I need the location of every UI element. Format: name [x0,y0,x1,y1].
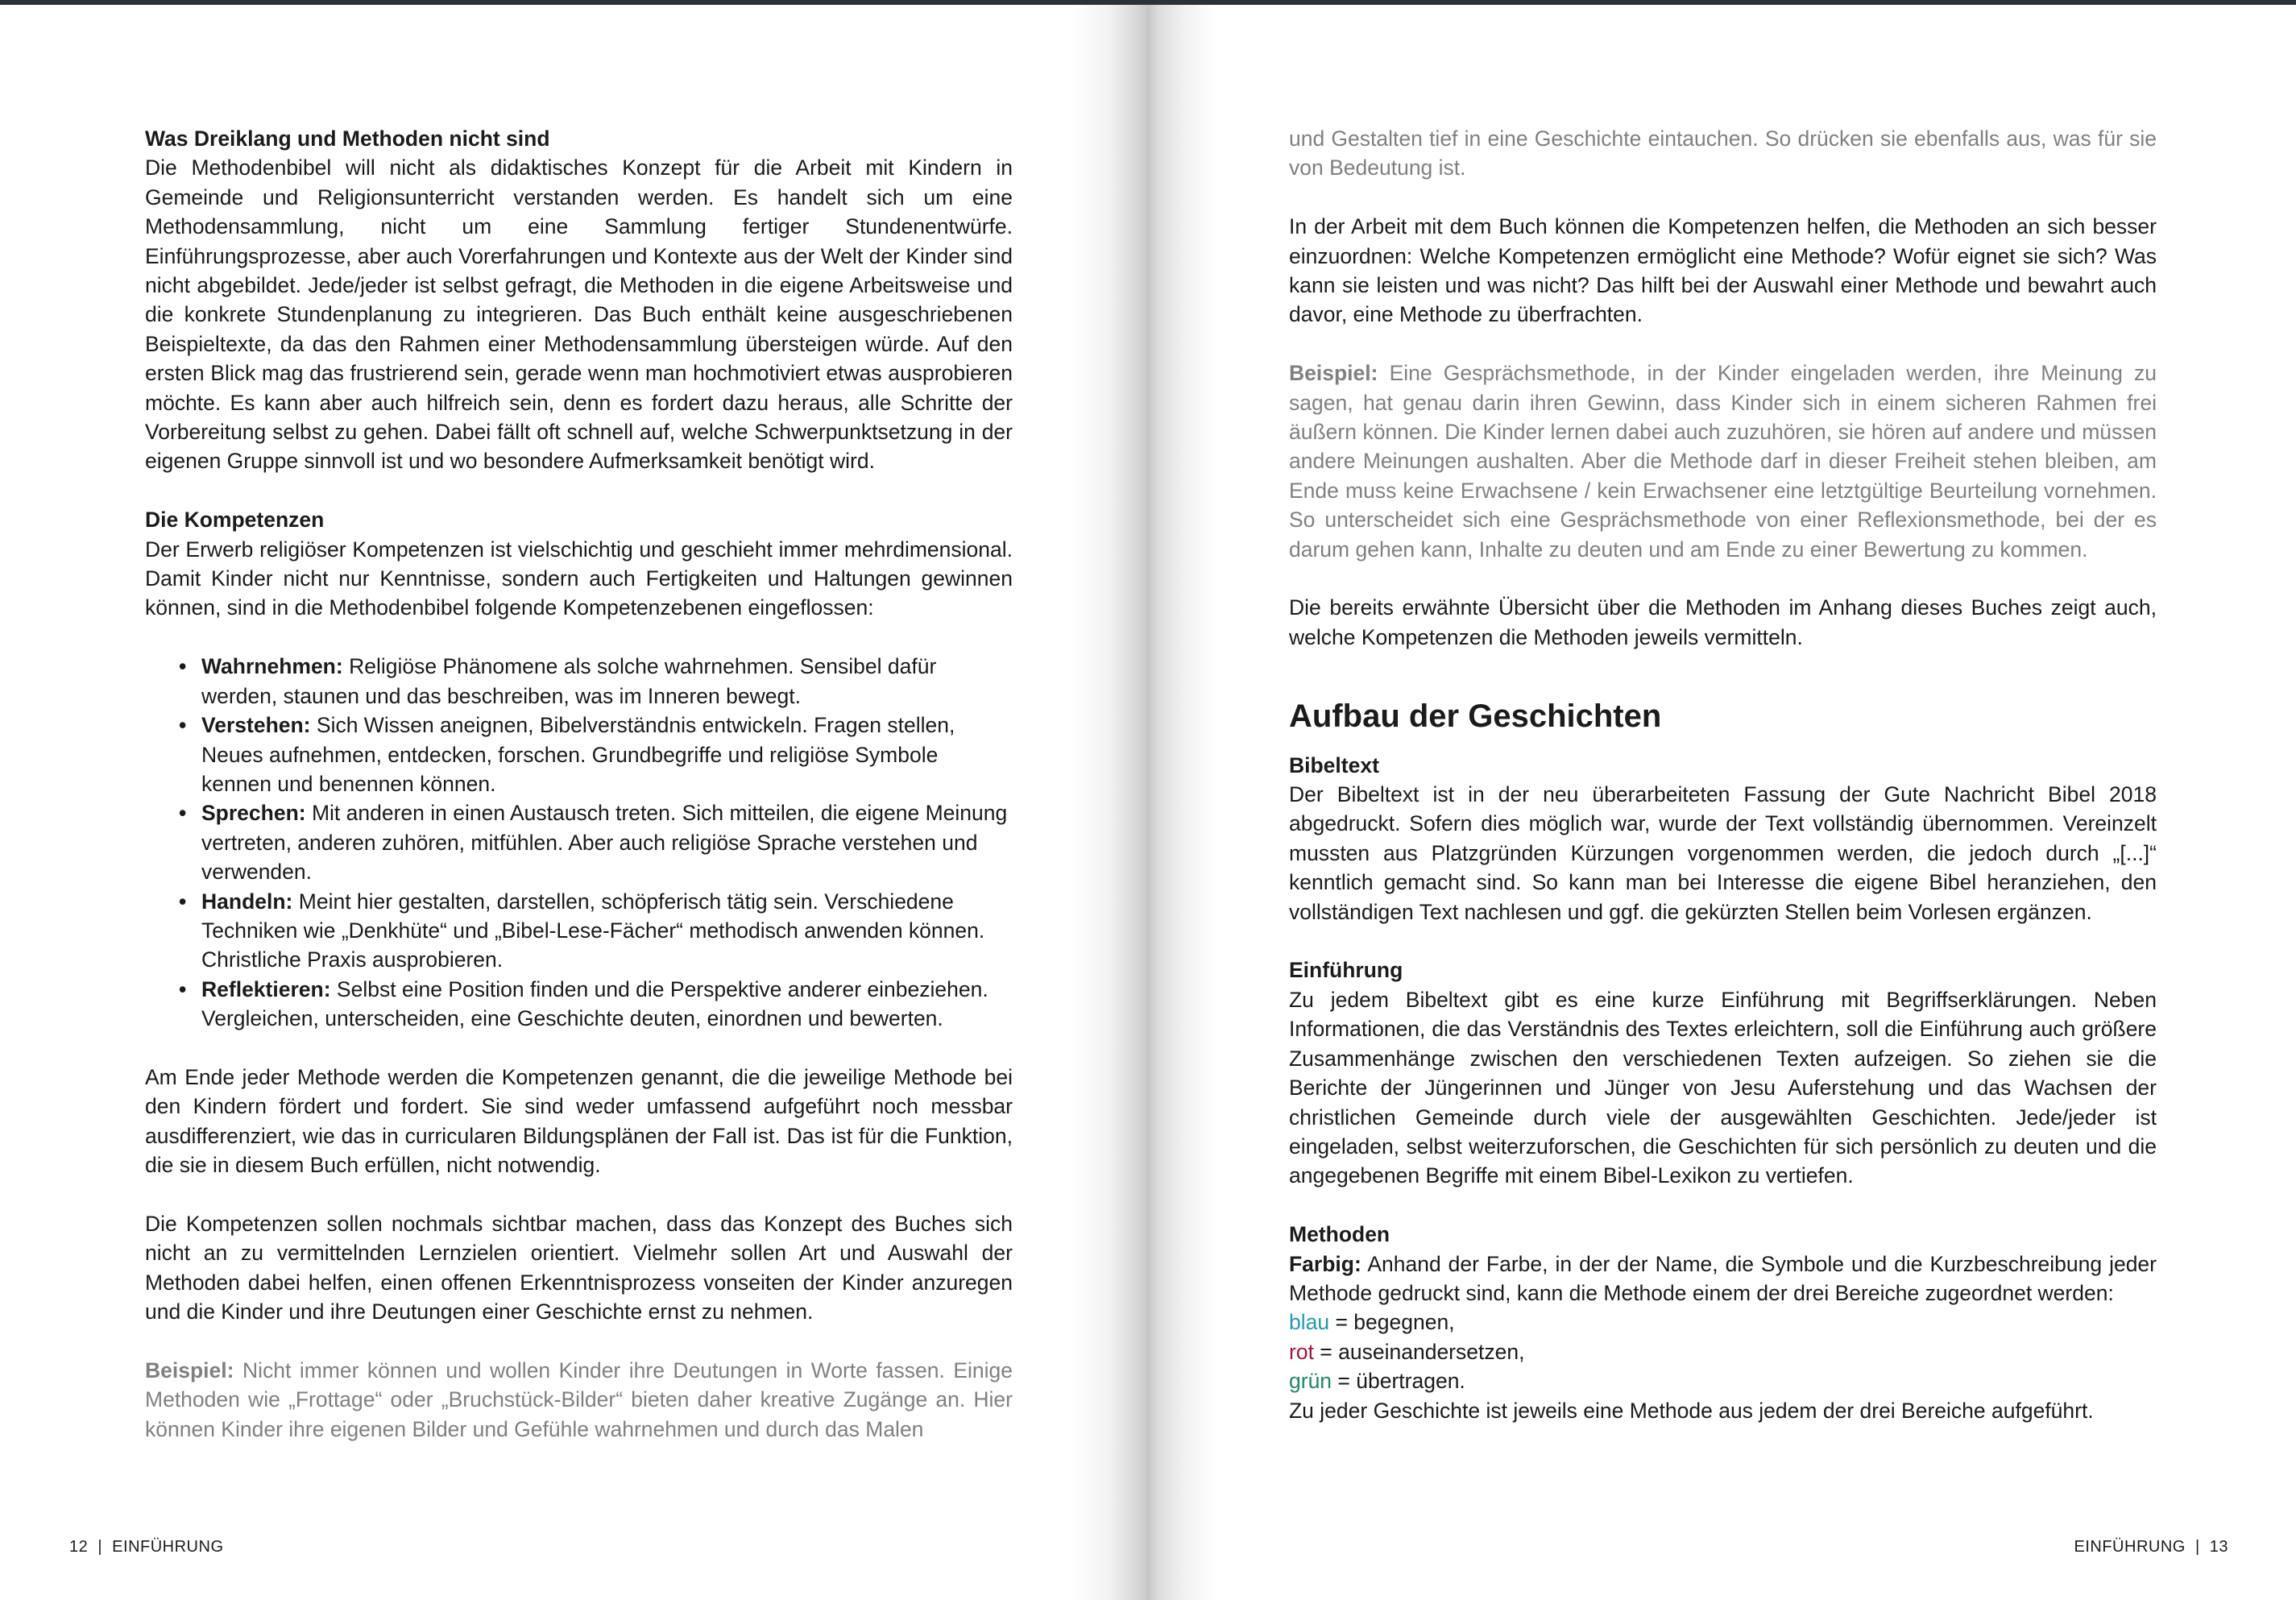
color-line-gruen: grün = übertragen. [1289,1369,1465,1394]
example-gespraechsmethode: Beispiel: Eine Gesprächsmethode, in der Kinder eingeladen werden, ihre Meinung zu sagen, hat genau darin ihren Gewinn, dass Kinder sich in einem sicheren Rahmen frei äußern können. Die Kinder lernen dabei auch zuzuhören, sie hören auf andere und müssen andere Meinungen aushalten. Aber die Methode darf in dieser Freiheit stehen bleiben, am Ende muss keine Erwachsene / kein Erwachsener eine letztgültige Beurteilung vornehmen. So unterscheidet sich eine Gesprächsmethode von einer Reflexionsmethode, bei der es darum gehen kann, Inhalte zu deuten und am Ende zu einer Bewertung zu kommen. [1289,361,2157,562]
paragraph-einordnen: In der Arbeit mit dem Buch können die Kompetenzen helfen, die Methoden an sich besser einzuordnen: Welche Kompetenzen ermöglicht eine Methode? Wofür eignet sie sich? Was kann sie leisten und was nicht? Das hilft bei der Auswahl einer Methode und bewahrt auch davor, eine Methode zu überfrachten. [1289,214,2157,327]
list-item-wahrnehmen: • Wahrnehmen: Religiöse Phänomene als solche wahrnehmen. Sensibel dafür werden, staunen und das beschreiben, was im Inneren bewegt. [201,652,1013,711]
color-line-blau: blau = begegnen, [1289,1310,1455,1335]
example-continuation: und Gestalten tief in eine Geschichte eintauchen. So drücken sie ebenfalls aus, was für sie von Bedeutung ist. [1289,126,2157,180]
paragraph-kompetenzen-sichtbar: Die Kompetenzen sollen nochmals sichtbar machen, dass das Konzept des Buches sich nicht an zu vermittelnden Lernzielen orientiert. Vielmehr sollen Art und Auswahl der Methoden dabei helfen, einen offenen Erkenntnisprozess vonseiten der Kinder anzuregen und die Kinder und ihre Deutungen einer Geschichte ernst zu nehmen. [145,1211,1013,1324]
page-folio-left: 12 | EINFÜHRUNG [69,1538,224,1556]
right-text-column [1289,124,2157,1425]
bullet-icon: • [179,889,187,914]
book-spread [0,5,2296,1600]
paragraph-closing: Zu jeder Geschichte ist jeweils eine Methode aus jedem der drei Bereiche aufgeführt. [1289,1398,2094,1423]
left-page [0,5,1147,1600]
list-item-verstehen: • Verstehen: Sich Wissen aneignen, Bibelverständnis entwickeln. Fragen stellen, Neues aufnehmen, entdecken, forschen. Grundbegriffe und religiöse Symbole kennen und benennen können. [201,711,1013,798]
right-page [1147,5,2296,1600]
example-frottage: Beispiel: Nicht immer können und wollen Kinder ihre Deutungen in Worte fassen. Einige Methoden wie „Frottage“ oder „Bruchstück-Bilder“ bieten daher kreative Zugänge an. Hier können Kinder ihre eigenen Bilder und Gefühle wahrnehmen und durch das Malen [145,1358,1013,1441]
heading-kompetenzen: Die Kompetenzen [145,508,325,533]
heading-bibeltext: Bibeltext [1289,752,1379,777]
color-line-rot: rot = auseinandersetzen, [1289,1339,1525,1364]
heading-methoden: Methoden [1289,1222,1390,1247]
paragraph-bibeltext: Der Bibeltext ist in der neu überarbeiteten Fassung der Gute Nachricht Bibel 2018 abgedruckt. Sofern dies möglich war, wurde der Text vollständig übernommen. Vereinzelt mussten aus Platzgründen Kürzungen vorgenommen werden, die jedoch durch „[...]“ kenntlich gemacht sind. So kann man bei Interesse die eigene Bibel heranziehen, den vollständigen Text nachlesen und ggf. die gekürzten Stellen beim Vorlesen ergänzen. [1289,782,2157,924]
bullet-icon: • [179,713,187,738]
paragraph-kompetenzen: Der Erwerb religiöser Kompetenzen ist vielschichtig und geschieht immer mehrdimensional. Damit Kinder nicht nur Kenntnisse, sondern auch Fertigkeiten und Haltungen gewinnen können, sind in die Methodenbibel folgende Kompetenzebenen eingeflossen: [145,537,1013,620]
paragraph-farbig: Farbig: Anhand der Farbe, in der der Name, die Symbole und die Kurzbeschreibung jeder Methode gedruckt sind, kann die Methode einem der drei Bereiche zugeordnet werden: [1289,1251,2157,1305]
list-item-handeln: • Handeln: Meint hier gestalten, darstellen, schöpferisch tätig sein. Verschiedene Techniken wie „Denkhüte“ und „Bibel-Lese-Fächer“ methodisch anwenden können. Christliche Praxis ausprobieren. [201,887,1013,975]
heading-einfuehrung: Einführung [1289,958,1403,983]
page-folio-right: EINFÜHRUNG | 13 [2074,1538,2228,1556]
bullet-icon: • [179,654,187,679]
list-item-sprechen: • Sprechen: Mit anderen in einen Austausch treten. Sich mitteilen, die eigene Meinung vertreten, anderen zuhören, mitfühlen. Aber auch religiöse Sprache verstehen und verwenden. [201,798,1013,886]
paragraph-einfuehrung: Zu jedem Bibeltext gibt es eine kurze Einführung mit Begriffserklärungen. Neben Informationen, die das Verständnis des Textes erleichtern, soll die Einführung auch größere Zusammenhänge zwischen den verschiedenen Texten aufzeigen. So ziehen sie die Berichte der Jüngerinnen und Jünger von Jesu Auferstehung und das Wachsen der christlichen Gemeinde durch viele der ausgewählten Geschichten. Jede/jeder ist eingeladen, selbst weiterzuforschen, die Geschichten für sich persönlich zu deuten und die angegebenen Begriffe mit einem Bibel-Lexikon zu vertiefen. [1289,987,2157,1188]
kompetenzen-list [145,652,1013,1033]
list-item-reflektieren: • Reflektieren: Selbst eine Position finden und die Perspektive anderer einbeziehen. Vergleichen, unterscheiden, eine Geschichte deuten, einordnen und bewerten. [201,975,1013,1034]
heading-dreiklang: Was Dreiklang und Methoden nicht sind [145,126,550,151]
bullet-icon: • [179,801,187,826]
left-text-column [145,124,1013,1444]
paragraph-ende-methode: Am Ende jeder Methode werden die Kompetenzen genannt, die die jeweilige Methode bei den Kindern fördert und fordert. Sie sind weder umfassend aufgeführt noch messbar ausdifferenziert, wie das in curricularen Bildungsplänen der Fall ist. Das ist für die Funktion, die sie in diesem Buch erfüllen, nicht notwendig. [145,1064,1013,1178]
bullet-icon: • [179,976,187,1001]
section-heading-aufbau: Aufbau der Geschichten [1289,698,1662,734]
paragraph-dreiklang: Die Methodenbibel will nicht als didaktisches Konzept für die Arbeit mit Kindern in Gemeinde und Religionsunterricht verstanden werden. Es handelt sich um eine Methodensammlung, nicht um eine Sammlung fertiger Stundenentwürfe. Einführungsprozesse, aber auch Vorerfahrungen und Kontexte aus der Welt der Kinder sind nicht abgebildet. Jede/jeder ist selbst gefragt, die Methoden in die eigene Arbeitsweise und die konkrete Stundenplanung zu integrieren. Das Buch enthält keine ausgeschriebenen Beispieltexte, da das den Rahmen einer Methodensammlung übersteigen würde. Auf den ersten Blick mag das frustrierend sein, gerade wenn man hochmotiviert etwas ausprobieren möchte. Es kann aber auch hilfreich sein, denn es fordert dazu heraus, alle Schritte der Vorbereitung selbst zu gehen. Dabei fällt oft schnell auf, welche Schwerpunktsetzung in der eigenen Gruppe sinnvoll ist und wo besondere Aufmerksamkeit benötigt wird. [145,155,1013,474]
paragraph-uebersicht: Die bereits erwähnte Übersicht über die Methoden im Anhang dieses Buches zeigt auch, welche Kompetenzen die Methoden jeweils vermitteln. [1289,595,2157,649]
